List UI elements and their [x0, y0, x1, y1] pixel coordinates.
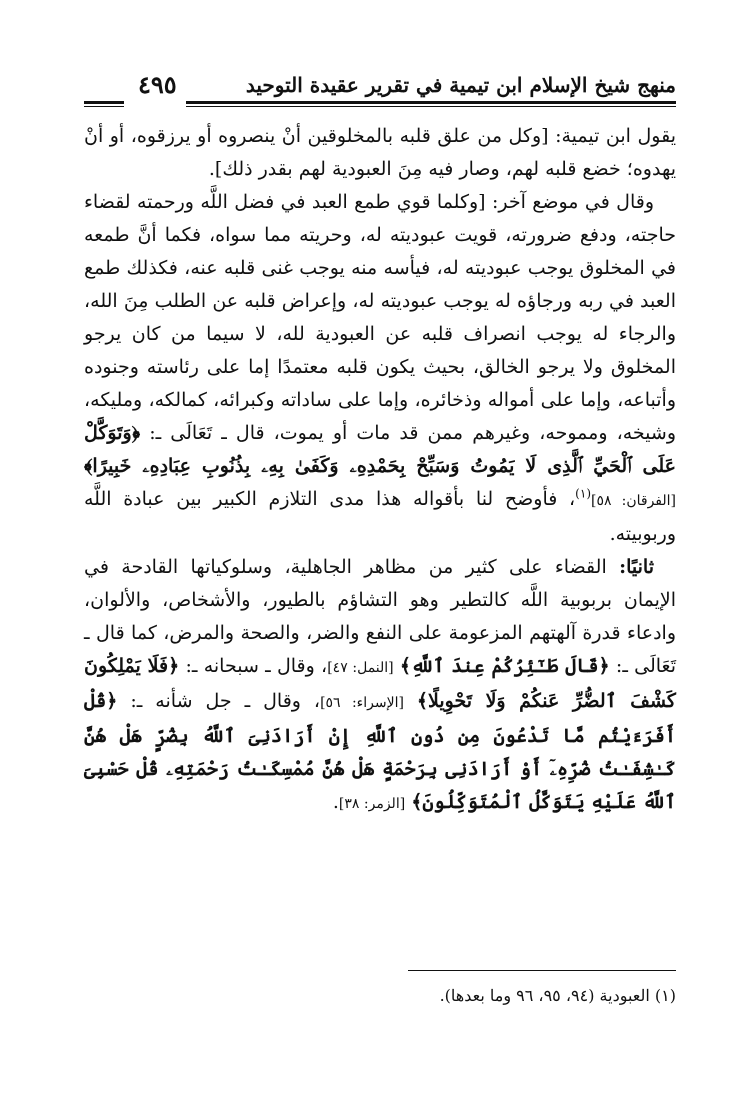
verse-reference-naml: [النمل: ٤٧] [327, 660, 394, 676]
verse-reference-zumar: [الزمر: ٣٨] [338, 796, 406, 812]
paragraph-3-label: ثانيًا: [619, 556, 654, 578]
paragraph-3-text-a: القضاء على كثير من مظاهر الجاهلية، وسلوكياتها القادحة في الإيمان بربوبية اللَّه كالتطير وهو التشاؤم بالطيور، والأشخاص، والألوان، وادعاء قدرة آلهتهم المزعومة على النفع والضر، والصحة والمرض، كما قال ـ تَعَالَى ـ: [84, 556, 677, 677]
paragraph-3 [84, 551, 676, 821]
quran-verse-zumar: ﴿قُلْ أَفَرَءَيْتُم مَّا تَدْعُونَ مِن دُونِ ٱللَّهِ إِنْ أَرَادَنِىَ ٱللَّهُ بِضُرٍّ هَلْ هُنَّ كَـٰشِفَـٰتُ ضُرِّهِۦٓ أَوْ أَرَادَنِى بِرَحْمَةٍ هَلْ هُنَّ مُمْسِكَـٰتُ رَحْمَتِهِۦ قُلْ حَسْبِىَ ٱللَّهُ عَلَيْهِ يَتَوَكَّلُ ٱلْمُتَوَكِّلُونَ﴾ [84, 690, 676, 813]
quran-verse-naml: ﴿قَالَ طَـٰٓئِرُكُمْ عِندَ ٱللَّهِ﴾ [399, 655, 610, 677]
footnote: (١) العبودية (٩٤، ٩٥، ٩٦ وما بعدها). [439, 986, 676, 1005]
quran-verse-isra: ﴿فَلَا يَمْلِكُونَ كَشْفَ ٱلضُّرِّ عَنكُمْ وَلَا تَحْوِيلًا﴾ [84, 655, 676, 712]
verse-reference-isra: [الإسراء: ٥٦] [320, 695, 404, 711]
document-page [84, 70, 676, 1070]
paragraph-3-text-c: ، وقال ـ جل شأنه ـ: [130, 690, 321, 712]
verse-reference-furqan: [الفرقان: ٥٨] [591, 493, 676, 509]
paragraph-1: يقول ابن تيمية: [وكل من علق قلبه بالمخلوقين أنْ ينصروه أو يرزقوه، أو أنْ يهدوه؛ خضع قلبه لهم، وصار فيه مِنَ العبودية لهم بقدر ذلك]. [84, 125, 676, 180]
page-header [84, 70, 676, 106]
page-number: ٤٩٥ [138, 70, 177, 99]
paragraph-3-end: . [332, 791, 339, 813]
footnote-marker: (١) [575, 486, 591, 501]
quran-verse-furqan: ﴿وَتَوَكَّلْ عَلَى ٱلْحَيِّ ٱلَّذِى لَا يَمُوتُ وَسَبِّحْ بِحَمْدِهِۦ وَكَفَىٰ بِهِۦ بِذُنُوبِ عِبَادِهِۦ خَبِيرًا﴾ [84, 422, 676, 477]
paragraph-2-text-a: وقال في موضع آخر: [وكلما قوي طمع العبد في فضل اللَّه ورحمته لقضاء حاجته، ودفع ضرورته، قويت عبوديته له، وحريته مما سواه، فكما أنَّ طمعه في المخلوق يوجب عبوديته له، فيأسه منه يوجب غنى قلبه عنه، فكذلك طمع العبد في ربه ورجاؤه له يوجب عبوديته له، وإعراض قلبه عن الطلب مِنَ الله، والرجاء له يوجب انصراف قلبه عن العبودية لله، لا سيما من كان يرجو المخلوق ولا يرجو الخالق، بحيث يكون قلبه معتمدًا إما على رئاسته وجنوده وأتباعه، وإما على أمواله وذخائره، وإما على ساداته وكبرائه، كمالكه، ومليكه، وشيخه، ومموحه، وغيرهم ممن قد مات أو يموت، قال ـ تَعَالَى ـ: [84, 191, 676, 444]
paragraph-3-text-b: ، وقال ـ سبحانه ـ: [185, 655, 328, 677]
running-title: منهج شيخ الإسلام ابن تيمية في تقرير عقيدة التوحيد [245, 73, 676, 97]
body-text [84, 120, 676, 821]
paragraph-2-text-b: ، فأوضح لنا بأقواله هذا مدى التلازم الكبير بين عبادة اللَّه وربوبيته. [84, 488, 676, 545]
footnote-rule [408, 970, 676, 971]
paragraph-2 [84, 186, 676, 551]
